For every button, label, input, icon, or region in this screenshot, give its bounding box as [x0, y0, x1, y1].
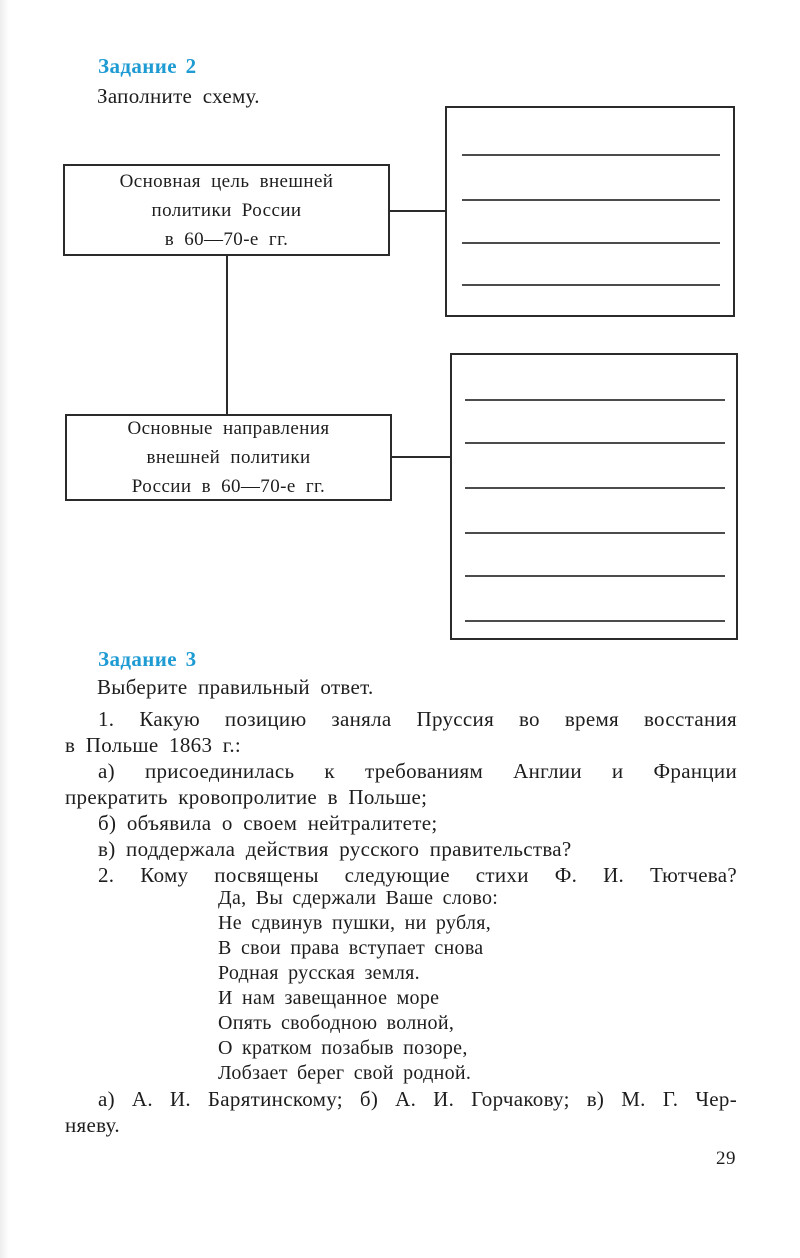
question-2-answers-line-2: няеву.: [65, 1113, 120, 1137]
answer-blank-line[interactable]: [462, 284, 720, 286]
task3-heading: Задание 3: [98, 647, 197, 671]
task3-instruction: Выберите правильный ответ.: [97, 675, 374, 699]
answer-blank-line[interactable]: [462, 154, 720, 156]
diagram-source-box-1: [63, 164, 390, 256]
answer-blank-line[interactable]: [462, 199, 720, 201]
diagram-answer-box-2: [450, 353, 738, 640]
poem-line: Не сдвинув пушки, ни рубля,: [218, 912, 492, 934]
source-box-1-line: политики России: [151, 199, 302, 221]
diagram-answer-box-1: [445, 106, 735, 317]
source-box-2-line: Основные направления: [127, 418, 330, 439]
option-c: в) поддержала действия русского правительства?: [98, 837, 572, 861]
poem-line: О кратком позабыв позоре,: [218, 1037, 468, 1059]
option-a-line-1: а) присоединилась к требованиям Англии и Франции: [98, 759, 737, 783]
question-2-text: 2. Кому посвящены следующие стихи Ф. И. Тютчева?: [98, 863, 737, 887]
question-1-line-2: в Польше 1863 г.:: [65, 733, 242, 757]
poem-line: Лобзает берег свой родной.: [218, 1062, 472, 1084]
page-number: 29: [716, 1148, 736, 1169]
task2-instruction: Заполните схему.: [97, 84, 260, 108]
answer-blank-line[interactable]: [465, 487, 725, 489]
option-a-line-2: прекратить кровопролитие в Польше;: [65, 785, 428, 809]
answer-blank-line[interactable]: [465, 442, 725, 444]
answer-blank-line[interactable]: [465, 620, 725, 622]
question-1-line-1: 1. Какую позицию заняла Пруссия во время восстания: [98, 707, 737, 731]
answer-blank-line[interactable]: [462, 242, 720, 244]
poem-line: И нам завещанное море: [218, 987, 440, 1009]
task2-heading: Задание 2: [98, 54, 197, 78]
option-b: б) объявила о своем нейтралитете;: [98, 811, 438, 835]
poem-line: Опять свободною волной,: [218, 1012, 455, 1034]
poem-line: В свои права вступает снова: [218, 937, 484, 959]
answer-blank-line[interactable]: [465, 575, 725, 577]
connector-box2-to-answers: [390, 456, 450, 458]
source-box-1-line: в 60—70-е гг.: [164, 228, 289, 250]
poem-line: Родная русская земля.: [218, 962, 420, 984]
diagram-source-box-2: [65, 414, 392, 501]
source-box-1-line: Основная цель внешней: [119, 170, 334, 192]
answer-blank-line[interactable]: [465, 399, 725, 401]
source-box-2-line: России в 60—70-е гг.: [131, 476, 326, 497]
poem: [218, 886, 498, 1086]
connector-box1-to-answers: [388, 210, 445, 212]
answer-blank-line[interactable]: [465, 532, 725, 534]
connector-box1-to-box2: [226, 254, 228, 414]
source-box-2-line: внешней политики: [146, 447, 311, 468]
question-2-answers-line-1: а) А. И. Барятинскому; б) А. И. Горчакову; в) М. Г. Чер-: [98, 1087, 737, 1111]
poem-line: Да, Вы сдержали Ваше слово:: [218, 887, 499, 909]
